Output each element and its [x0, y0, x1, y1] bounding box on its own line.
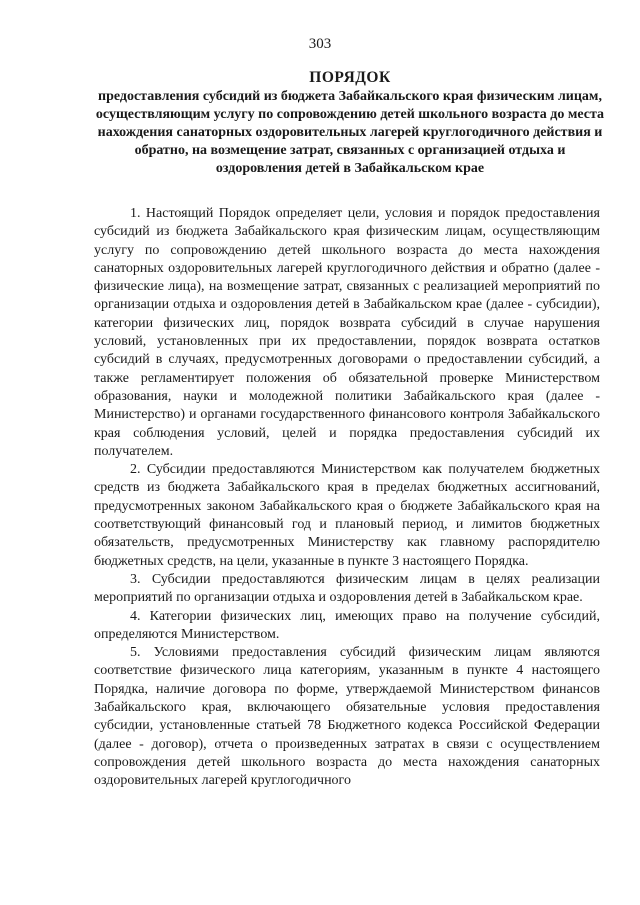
paragraph-4: 4. Категории физических лиц, имеющих право на получение субсидий, определяются Министерством. [94, 608, 600, 642]
document-subtitle: предоставления субсидий из бюджета Забайкальского края физическим лицам, осуществляющим услугу по сопровождению детей школьного возраста до места нахождения санаторных оздоровительных лагерей круглогодичного действия и обратно, на возмещение затрат, связанных с организацией отдыха и оздоровления детей в Забайкальском крае [95, 89, 605, 176]
paragraph-2: 2. Субсидии предоставляются Министерством как получателем бюджетных средств из бюджета Забайкальского края в пределах бюджетных ассигнований, предусмотренных законом Забайкальского края о бюджете Забайкальского края на соответствующий финансовый год и плановый период, и лимитов бюджетных обязательств, предусмотренных Министерству как главному распорядителю бюджетных средств, на цели, указанные в пункте 3 настоящего Порядка. [94, 462, 600, 569]
paragraph-1: 1. Настоящий Порядок определяет цели, условия и порядок предоставления субсидий из бюджета Забайкальского края физическим лицам, осуществляющим услугу по сопровождению детей школьного возраста до места нахождения санаторных оздоровительных лагерей круглогодичного действия и обратно (далее - физические лица), на возмещение затрат, связанных с реализацией мероприятий по организации отдыха и оздоровления детей в Забайкальском крае (далее - субсидии), категории физических лиц, порядок возврата субсидий в случае нарушения условий, установленных при их предоставлении, порядок возврата остатков субсидий в случаях, предусмотренных договорами о предоставлении субсидий, а также регламентирует положения об обязательной проверке Министерством образования, науки и молодежной политики Забайкальского края (далее - Министерство) и органами государственного финансового контроля Забайкальского края соблюдения условий, целей и порядка предоставления субсидий их получателем. [94, 206, 600, 459]
document-body [94, 205, 600, 791]
paragraph-3: 3. Субсидии предоставляются физическим лицам в целях реализации мероприятий по организации отдыха и оздоровления детей в Забайкальском крае. [94, 571, 600, 606]
paragraph-5: 5. Условиями предоставления субсидий физическим лицам являются соответствие физического лица категориям, указанным в пункте 4 настоящего Порядка, наличие договора по форме, утверждаемой Министерством финансов Забайкальского края, включающего обязательные условия предоставления субсидии, установленные статьей 78 Бюджетного кодекса Российской Федерации (далее - договор), отчета о произведенных затратах в связи с осуществлением сопровождения детей школьного возраста до места нахождения санаторных оздоровительных лагерей круглогодичного [94, 645, 600, 789]
document-title: ПОРЯДОК [309, 69, 391, 86]
page-number: 303 [308, 36, 332, 52]
title-block [90, 68, 610, 178]
